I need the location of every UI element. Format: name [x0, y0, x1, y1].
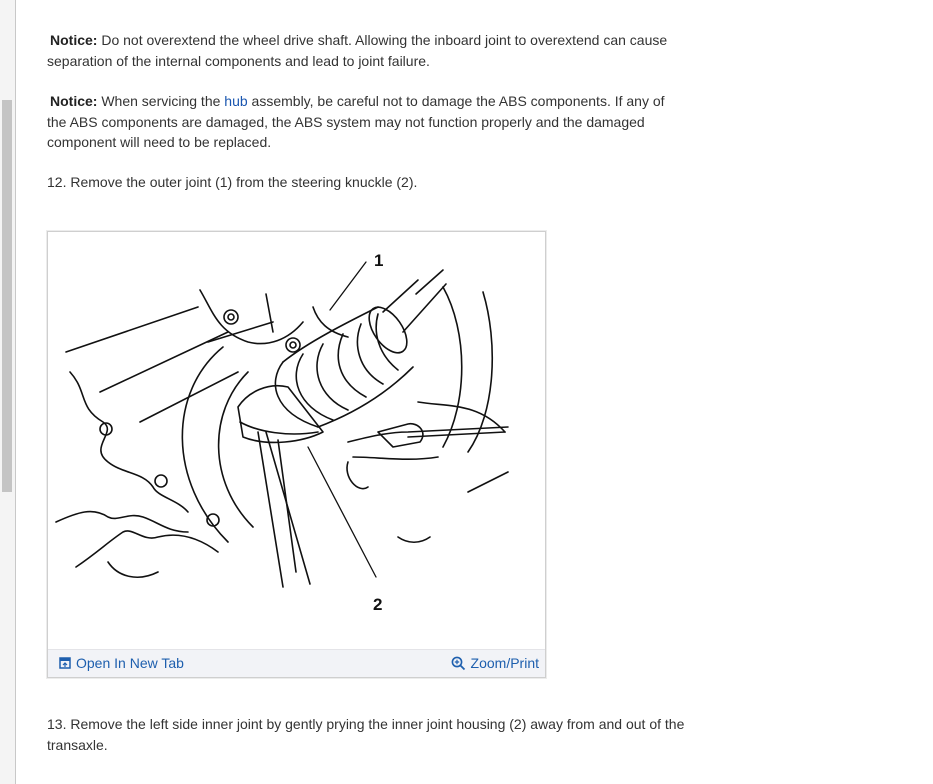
step-13: 13. Remove the left side inner joint by gently prying the inner joint housing (2) away from and out of the transaxle.	[47, 716, 685, 753]
notice-text-before: When servicing the	[97, 93, 225, 109]
scrollbar-thumb[interactable]	[2, 100, 12, 492]
figure-outer-joint-removal	[47, 231, 546, 678]
open-in-new-tab-button[interactable]	[59, 655, 184, 671]
illustration-outer-joint	[48, 232, 545, 647]
left-scrollbar[interactable]	[0, 0, 16, 784]
zoom-print-label: Zoom/Print	[470, 655, 539, 671]
step-12: 12. Remove the outer joint (1) from the steering knuckle (2).	[47, 174, 418, 190]
notice-text: Do not overextend the wheel drive shaft. Allowing the inboard joint to overextend can cause separation of the internal components and lead to joint failure.	[47, 32, 668, 69]
figure-toolbar	[48, 649, 545, 677]
notice-overextend	[47, 30, 677, 71]
notice-label: Notice:	[50, 93, 98, 109]
open-in-new-tab-label: Open In New Tab	[76, 655, 184, 671]
notice-label: Notice:	[50, 32, 98, 48]
callout-1: 1	[374, 251, 384, 270]
zoom-in-icon	[451, 656, 466, 671]
callout-2: 2	[373, 595, 383, 614]
open-in-new-tab-icon	[59, 657, 71, 669]
zoom-print-button[interactable]	[451, 655, 539, 671]
hub-link[interactable]: hub	[224, 93, 248, 109]
notice-abs	[47, 91, 677, 153]
notice-text-after: assembly, be careful not to damage the ABS components. If any of the ABS components are damaged, the ABS system may not function properly and the damaged component will need to be replaced.	[47, 93, 665, 150]
